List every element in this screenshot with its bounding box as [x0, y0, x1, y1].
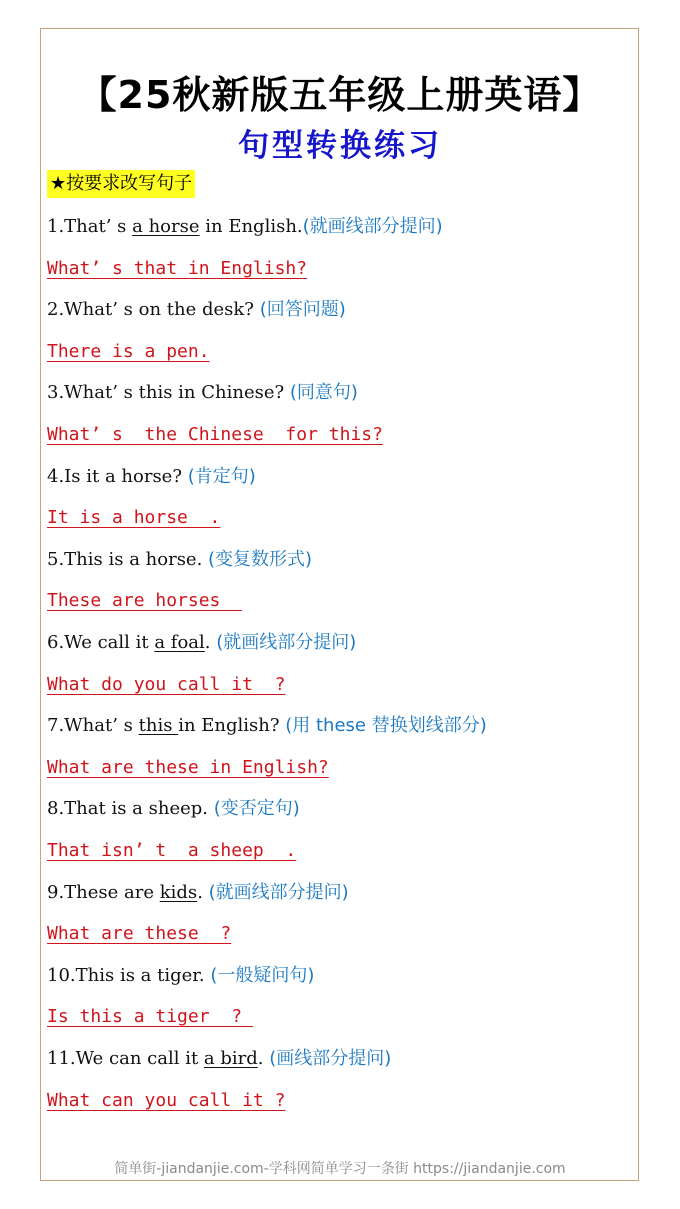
question-text-end: . — [257, 1048, 270, 1069]
page-title: 【25秋新版五年级上册英语】 — [78, 73, 602, 117]
underlined-phrase: a foal — [154, 632, 205, 653]
answer-text: What’ s that in English? — [47, 257, 308, 279]
underlined-phrase: kids — [159, 881, 198, 903]
question-text: 11.We can call it — [47, 1048, 204, 1069]
question-text-end: . — [204, 632, 217, 653]
page-subtitle: 句型转换练习 — [238, 128, 442, 164]
underlined-phrase: a bird — [203, 1048, 258, 1069]
answer-line — [47, 588, 242, 614]
question-text: 6.We call it — [47, 632, 155, 653]
instruction-note: (一般疑问句) — [210, 964, 315, 986]
answer-text: What’ s the Chinese for this? — [47, 424, 383, 445]
instruction-note: (变复数形式) — [208, 548, 313, 570]
answer-line — [47, 256, 307, 282]
answer-text: What are these in English? — [47, 756, 329, 778]
question-line — [47, 547, 312, 573]
question-text-end: . — [197, 881, 209, 903]
question-line — [47, 297, 346, 323]
instruction-note: (就画线部分提问) — [216, 632, 357, 653]
question-line — [47, 880, 349, 906]
question-line — [47, 1046, 391, 1072]
question-text-end: in English? — [178, 715, 286, 737]
question-text: 8.That is a sheep. — [47, 798, 214, 820]
answer-line — [47, 1004, 253, 1030]
question-text-end: in English. — [199, 216, 303, 237]
instruction-note: (回答问题) — [259, 299, 346, 321]
answer-text: What are these ? — [47, 923, 232, 945]
answer-text: These are horses — [47, 590, 243, 612]
answer-line — [47, 422, 383, 448]
instruction-note: (变否定句) — [213, 798, 300, 820]
question-text: 3.What’ s this in Chinese? — [47, 382, 290, 404]
answer-line — [47, 838, 296, 864]
question-line — [47, 630, 356, 656]
answer-line — [47, 921, 231, 947]
instruction-note: (同意句) — [289, 382, 358, 404]
question-text: 9.These are — [47, 881, 160, 903]
answer-text: That isn’ t a sheep . — [47, 840, 297, 861]
instruction-note: (画线部分提问) — [269, 1048, 392, 1069]
underlined-phrase: this — [138, 715, 179, 737]
answer-line — [47, 505, 220, 531]
question-line — [47, 380, 358, 406]
answer-text: It is a horse . — [47, 507, 221, 529]
answer-text: There is a pen. — [47, 340, 210, 362]
instruction-note: (肯定句) — [187, 465, 256, 487]
question-line — [47, 464, 256, 490]
question-text: 1.That’ s — [47, 216, 133, 237]
question-text: 4.Is it a horse? — [47, 465, 188, 487]
answer-line — [47, 672, 285, 698]
question-line — [47, 963, 314, 989]
answer-line — [47, 755, 329, 781]
question-line — [47, 796, 300, 822]
instruction-note: (用 these 替换划线部分) — [285, 715, 487, 737]
instruction-note: (就画线部分提问) — [208, 881, 349, 903]
question-text: 7.What’ s — [47, 715, 139, 737]
underlined-phrase: a horse — [132, 216, 200, 237]
question-text: 2.What’ s on the desk? — [47, 299, 260, 321]
answer-line — [47, 339, 210, 365]
question-line — [47, 214, 443, 240]
instruction-note: (就画线部分提问) — [302, 216, 443, 237]
question-text: 10.This is a tiger. — [47, 964, 211, 986]
section-label: ★按要求改写句子 — [47, 170, 195, 198]
footer-text: 简单街-jiandanjie.com-学科网简单学习一条街 https://jiandanjie.com — [114, 1161, 566, 1177]
question-line — [47, 713, 487, 739]
answer-text: What can you call it ? — [47, 1089, 286, 1111]
question-text: 5.This is a horse. — [47, 548, 209, 570]
answer-text: What do you call it ? — [47, 673, 286, 695]
answer-text: Is this a tiger ? — [47, 1006, 253, 1028]
answer-line — [47, 1088, 285, 1114]
